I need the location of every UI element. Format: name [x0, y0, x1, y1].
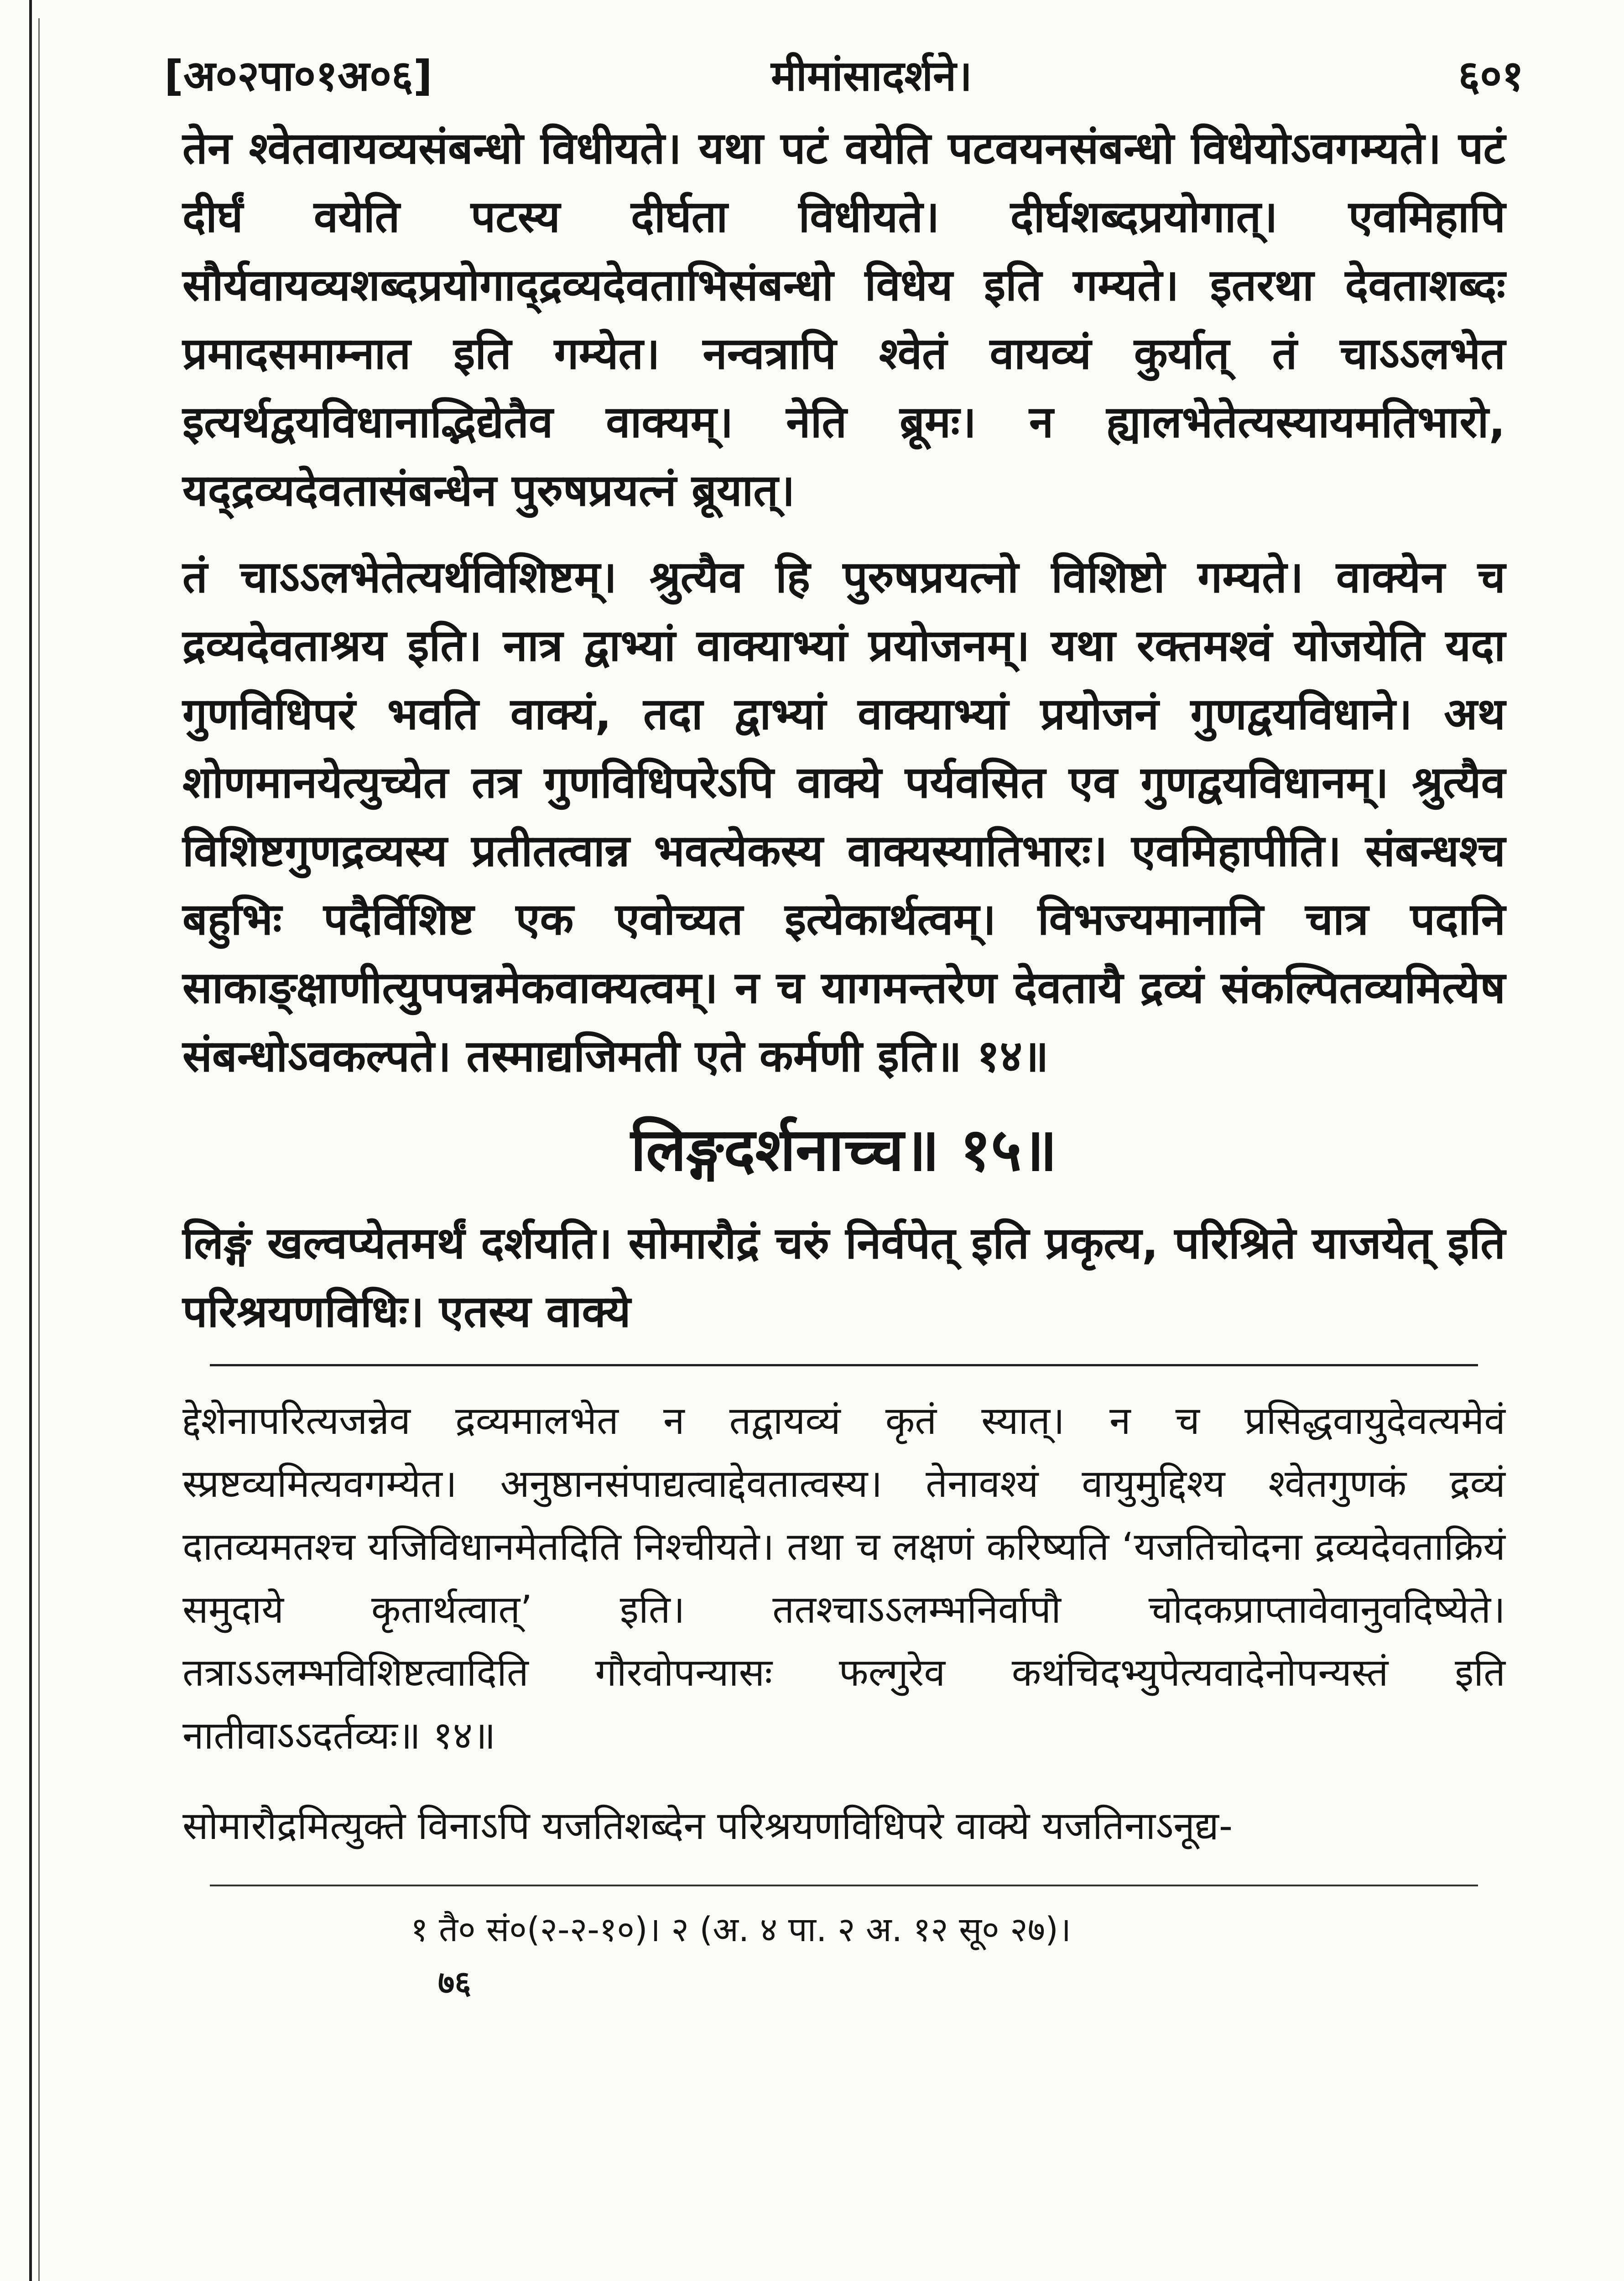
sutra-heading: लिङ्गदर्शनाच्च॥ १५॥	[630, 1115, 1057, 1184]
commentary-divider	[210, 1364, 1478, 1366]
chapter-reference: [अ०२पा०१अ०६]	[164, 52, 432, 100]
running-title: मीमांसादर्शने।	[771, 52, 973, 100]
bhashya-paragraph: तेन श्वेतवायव्यसंबन्धो विधीयते। यथा पटं वयेति पटवयनसंबन्धो विधेयोऽवगम्यते। पटं दीर्घं वयेति पटस्य दीर्घता विधीयते। दीर्घशब्दप्रयोगात्। एवमिहापि सौर्यवायव्यशब्दप्रयोगाद्द्रव्यदेवताभिसंबन्धो विधेय इति गम्यते। इतरथा देवताशब्दः प्रमादसमाम्नात इति गम्येत। नन्वत्रापि श्वेतं वायव्यं कुर्यात् तं चाऽऽलभेत इत्यर्थद्वयविधानाद्भिद्येतैव वाक्यम्। नेति ब्रूमः। न ह्यालभेतेत्यस्यायमतिभारो, यद्द्रव्यदेवतासंबन्धेन पुरुषप्रयत्नं ब्रूयात्।	[182, 123, 1505, 516]
running-header	[164, 27, 1524, 114]
page-margin-line	[29, 0, 32, 2281]
page	[164, 27, 1524, 2003]
commentary-paragraph: सोमारौद्रमित्युक्ते विनाऽपि यजतिशब्देन परिश्रयणविधिपरे वाक्ये यजतिनाऽनूद्य-	[182, 1803, 1233, 1848]
page-number: ६०१	[1458, 52, 1524, 100]
commentary-paragraph: द्देशेनापरित्यजन्नेव द्रव्यमालभेत न तद्वायव्यं कृतं स्यात्। न च प्रसिद्धवायुदेवत्यमेवं स्प्रष्टव्यमित्यवगम्येत। अनुष्ठानसंपाद्यत्वाद्देवतात्वस्य। तेनावश्यं वायुमुद्दिश्य श्वेतगुणकं द्रव्यं दातव्यमतश्च यजिविधानमेतदिति निश्चीयते। तथा च लक्षणं करिष्यति ‘यजतिचोदना द्रव्यदेवताक्रियं समुदाये कृतार्थत्वात्’ इति। ततश्चाऽऽलम्भनिर्वापौ चोदकप्राप्तावेवानुवदिष्येते। तत्राऽऽलम्भविशिष्टत्वादिति गौरवोपन्यासः फल्गुरेव कथंचिदभ्युपेत्यवादेनोपन्यस्तं इति नातीवाऽऽदर्तव्यः॥ १४॥	[182, 1398, 1505, 1758]
footnote: १ तै० सं०(२-२-१०)। २ (अ. ४ पा. २ अ. १२ सू० २७)।	[411, 1910, 1071, 1949]
signature-mark: ७६	[438, 1964, 471, 2001]
page-margin-line-thin	[38, 18, 40, 2281]
footnote-divider	[210, 1885, 1478, 1886]
bhashya-paragraph: तं चाऽऽलभेतेत्यर्थविशिष्टम्। श्रुत्यैव हि पुरुषप्रयत्नो विशिष्टो गम्यते। वाक्येन च द्रव्यदेवताश्रय इति। नात्र द्वाभ्यां वाक्याभ्यां प्रयोजनम्। यथा रक्तमश्वं योजयेति यदा गुणविधिपरं भवति वाक्यं, तदा द्वाभ्यां वाक्याभ्यां प्रयोजनं गुणद्वयविधाने। अथ शोणमानयेत्युच्येत तत्र गुणविधिपरेऽपि वाक्ये पर्यवसित एव गुणद्वयविधानम्। श्रुत्यैव विशिष्टगुणद्रव्यस्य प्रतीतत्वान्न भवत्येकस्य वाक्यस्यातिभारः। एवमिहापीति। संबन्धश्च बहुभिः पदैर्विशिष्ट एक एवोच्यत इत्येकार्थत्वम्। विभज्यमानानि चात्र पदानि साकाङ्क्षाणीत्युपपन्नमेकवाक्यत्वम्। न च यागमन्तरेण देवतायै द्रव्यं संकल्पितव्यमित्येष संबन्धोऽवकल्पते। तस्माद्यजिमती एते कर्मणी इति॥ १४॥	[182, 552, 1505, 1082]
bhashya-paragraph: लिङ्गं खल्वप्येतमर्थं दर्शयति। सोमारौद्रं चरुं निर्वपेत् इति प्रकृत्य, परिश्रिते याजयेत् इति परिश्रयणविधिः। एतस्य वाक्ये	[182, 1218, 1505, 1337]
